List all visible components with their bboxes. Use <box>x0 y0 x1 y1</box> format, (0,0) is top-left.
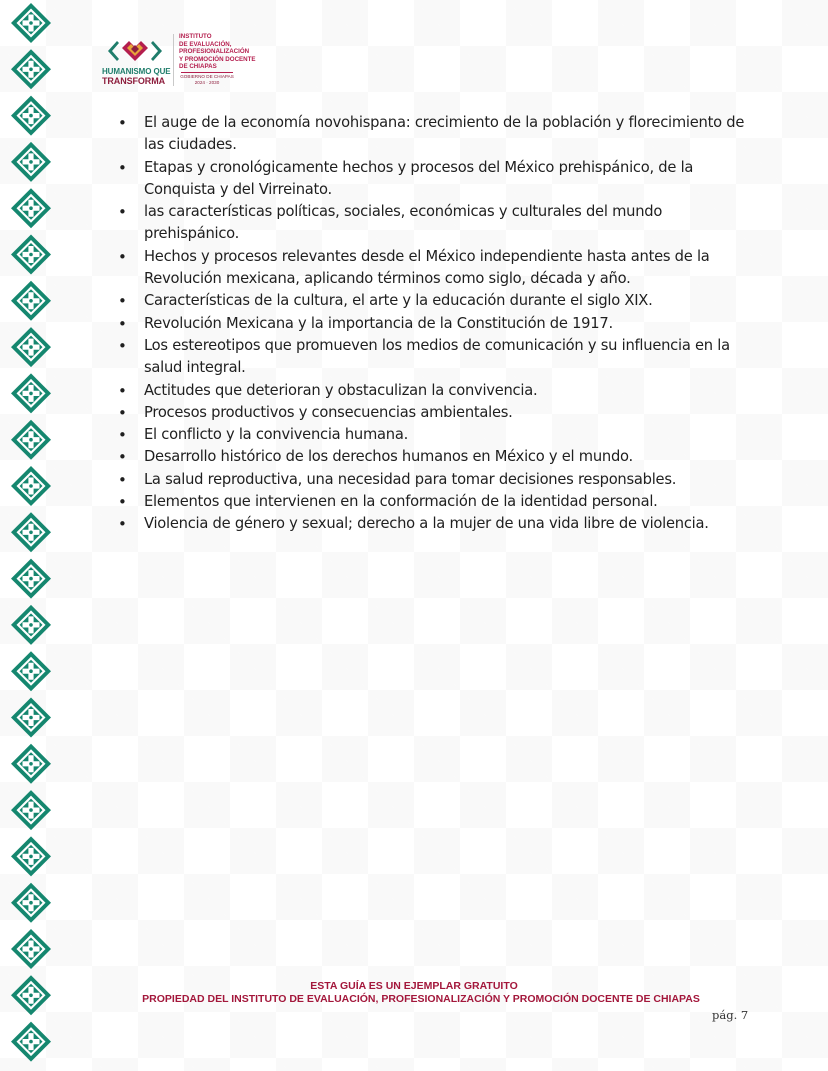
government-period: 2024 · 2030 <box>194 79 220 85</box>
diamond-cross-ornament-icon <box>11 605 51 645</box>
institute-name-line-4: Y PROMOCIÓN DOCENTE <box>179 55 256 63</box>
diamond-cross-ornament-icon <box>11 929 51 969</box>
diamond-cross-ornament-icon <box>11 96 51 136</box>
hands-heart-logo-icon <box>102 34 168 70</box>
diamond-cross-ornament-icon <box>11 790 51 830</box>
diamond-cross-ornament-icon <box>11 559 51 599</box>
list-item: • Elementos que intervienen en la conformación de la identidad personal. <box>116 491 756 513</box>
topic-list <box>116 112 756 536</box>
list-item: • Etapas y cronológicamente hechos y procesos del México prehispánico, de la Conquista y del Virreinato. <box>116 157 756 202</box>
diamond-cross-ornament-icon <box>11 836 51 876</box>
page-footer <box>0 980 828 1006</box>
diamond-cross-ornament-icon <box>11 420 51 460</box>
diamond-cross-ornament-icon <box>11 744 51 784</box>
list-item: • Procesos productivos y consecuencias ambientales. <box>116 402 756 424</box>
footer-free-copy-notice: ESTA GUÍA ES UN EJEMPLAR GRATUITO <box>310 980 518 992</box>
diamond-cross-ornament-icon <box>11 142 51 182</box>
list-item: • Características de la cultura, el arte y la educación durante el siglo XIX. <box>116 290 756 312</box>
institute-name <box>179 33 256 71</box>
list-item: • El auge de la economía novohispana: crecimiento de la población y florecimiento de las ciudades. <box>116 112 756 157</box>
diamond-cross-ornament-icon <box>11 512 51 552</box>
list-item: • Hechos y procesos relevantes desde el México independiente hasta antes de la Revolución mexicana, aplicando términos como siglo, década y año. <box>116 246 756 291</box>
diamond-cross-ornament-icon <box>11 3 51 43</box>
list-item: • Desarrollo histórico de los derechos humanos en México y el mundo. <box>116 446 756 468</box>
list-item: • Los estereotipos que promueven los medios de comunicación y su influencia en la salud integral. <box>116 335 756 380</box>
list-item: • Actitudes que deterioran y obstaculizan la convivencia. <box>116 380 756 402</box>
government-name: GOBIERNO DE CHIAPAS <box>180 74 234 79</box>
government-rule <box>181 72 233 73</box>
diamond-cross-ornament-icon <box>11 373 51 413</box>
diamond-cross-ornament-icon <box>11 327 51 367</box>
decorative-border <box>0 0 62 1071</box>
list-item: • La salud reproductiva, una necesidad para tomar decisiones responsables. <box>116 469 756 491</box>
diamond-cross-ornament-icon <box>11 235 51 275</box>
diamond-cross-ornament-icon <box>11 883 51 923</box>
footer-property-notice: PROPIEDAD DEL INSTITUTO DE EVALUACIÓN, PROFESIONALIZACIÓN Y PROMOCIÓN DOCENTE DE CHIAPAS <box>142 993 700 1005</box>
institute-name-line-1: INSTITUTO <box>179 33 212 40</box>
list-item: • Revolución Mexicana y la importancia de la Constitución de 1917. <box>116 313 756 335</box>
diamond-cross-ornament-icon <box>11 188 51 228</box>
institute-logo <box>100 30 275 94</box>
diamond-cross-ornament-icon <box>11 281 51 321</box>
logo-slogan-line-1: HUMANISMO QUE <box>102 67 171 76</box>
list-item: • las características políticas, sociales, económicas y culturales del mundo prehispánico. <box>116 201 756 246</box>
institute-name-line-5: DE CHIAPAS <box>179 63 217 71</box>
diamond-cross-ornament-icon <box>11 466 51 506</box>
institute-name-line-3: PROFESIONALIZACIÓN <box>179 48 250 56</box>
page-number: pág. 7 <box>712 1008 749 1022</box>
logo-divider <box>173 34 174 86</box>
government-label <box>179 72 235 85</box>
list-item: • El conflicto y la convivencia humana. <box>116 424 756 446</box>
diamond-cross-ornament-icon <box>11 651 51 691</box>
institute-name-line-2: DE EVALUACIÓN, <box>179 40 232 48</box>
list-item: • Violencia de género y sexual; derecho a la mujer de una vida libre de violencia. <box>116 513 756 535</box>
diamond-cross-ornament-icon <box>11 49 51 89</box>
logo-slogan <box>102 68 172 85</box>
diamond-cross-ornament-icon <box>11 1022 51 1062</box>
logo-slogan-line-2: TRANSFORMA <box>102 75 165 86</box>
diamond-cross-ornament-icon <box>11 698 51 738</box>
